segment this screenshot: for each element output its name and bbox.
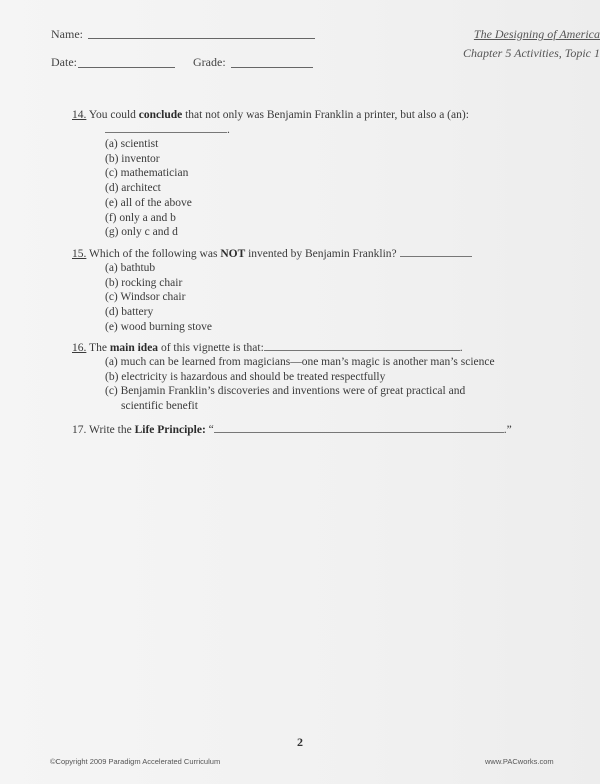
question-14: 14. You could conclude that not only was Benjamin Franklin a printer, but also a (an): bbox=[72, 109, 469, 121]
question-number: 16. bbox=[72, 342, 87, 354]
answer-option: (c) Benjamin Franklin’s discoveries and inventions were of great practical and bbox=[105, 385, 466, 398]
grade-field[interactable] bbox=[231, 67, 313, 68]
question-17: 17. Write the Life Principle: “ .” bbox=[72, 424, 512, 436]
book-title: The Designing of America bbox=[473, 27, 600, 41]
answer-option: (b) rocking chair bbox=[105, 276, 183, 289]
question-number: 17. bbox=[72, 424, 87, 436]
question-15: 15. Which of the following was NOT invented by Benjamin Franklin? bbox=[72, 246, 472, 262]
answer-option: (d) architect bbox=[105, 182, 161, 195]
question-number: 14. bbox=[72, 109, 87, 121]
answer-option: (c) Windsor chair bbox=[105, 291, 186, 304]
question-number: 15. bbox=[72, 248, 87, 260]
website-link[interactable]: www.PACworks.com bbox=[485, 757, 554, 766]
question-16: 16. The main idea of this vignette is that: . bbox=[72, 342, 463, 354]
name-label: Name: bbox=[51, 27, 83, 41]
answer-option: (b) inventor bbox=[105, 152, 160, 165]
chapter-title: Chapter 5 Activities, Topic 1 bbox=[463, 46, 600, 60]
answer-option: (a) bathtub bbox=[105, 262, 156, 274]
answer-option: (f) only a and b bbox=[105, 211, 176, 224]
answer-blank-15[interactable] bbox=[400, 246, 472, 257]
answer-option: (c) mathematician bbox=[105, 167, 189, 180]
date-label: Date: bbox=[51, 55, 77, 69]
answer-blank-14[interactable]: . bbox=[105, 122, 230, 138]
page-number: 2 bbox=[297, 735, 303, 749]
answer-option: (b) electricity is hazardous and should be treated respectfully bbox=[105, 370, 386, 383]
options-14 bbox=[105, 137, 192, 240]
date-field[interactable] bbox=[78, 67, 175, 68]
answer-option: (e) wood burning stove bbox=[105, 320, 212, 333]
answer-blank-16[interactable] bbox=[264, 340, 460, 351]
grade-label: Grade: bbox=[193, 55, 226, 69]
answer-option: (d) battery bbox=[105, 306, 154, 319]
copyright-text: ©Copyright 2009 Paradigm Accelerated Curriculum bbox=[50, 757, 221, 766]
options-16 bbox=[105, 355, 495, 414]
answer-option: (a) scientist bbox=[105, 138, 159, 150]
life-principle-blank[interactable] bbox=[214, 422, 504, 433]
answer-option: (g) only c and d bbox=[105, 226, 178, 239]
answer-option: scientific benefit bbox=[121, 400, 198, 413]
answer-option: (e) all of the above bbox=[105, 196, 192, 209]
answer-option: (a) much can be learned from magicians—one man’s magic is another man’s science bbox=[105, 356, 495, 368]
options-15 bbox=[105, 261, 212, 335]
name-field[interactable] bbox=[88, 38, 315, 39]
